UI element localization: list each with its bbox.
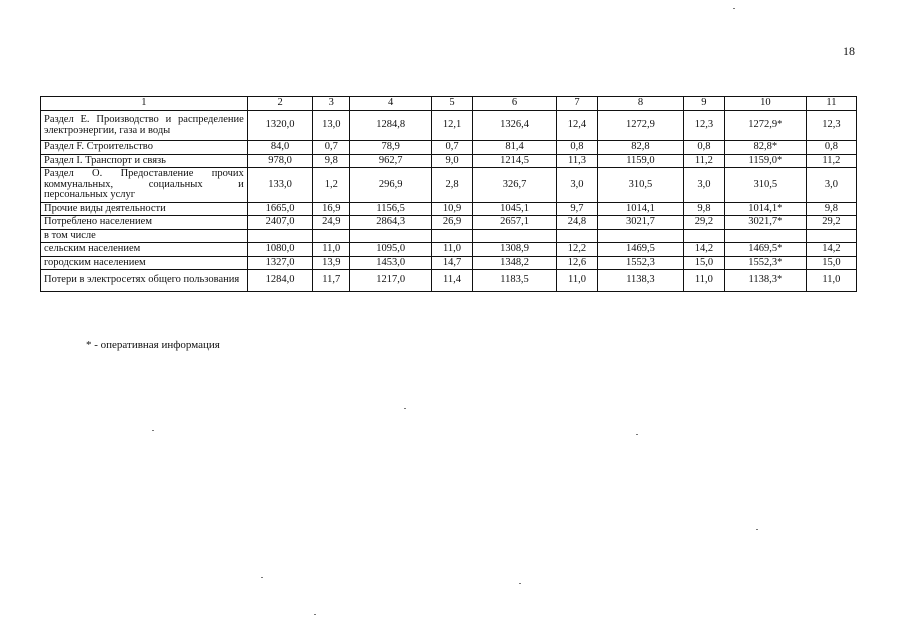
- table-cell: 1552,3*: [724, 256, 806, 270]
- table-cell: 11,0: [313, 243, 350, 257]
- table-cell: 12,3: [806, 111, 856, 141]
- table-cell: 2864,3: [350, 216, 432, 230]
- table-cell: 1320,0: [247, 111, 313, 141]
- row-label: Раздел Е. Производство и распределение электроэнергии, газа и воды: [41, 111, 248, 141]
- table-cell: 15,0: [683, 256, 724, 270]
- row-label: Потреблено населением: [41, 216, 248, 230]
- column-header: 6: [473, 97, 557, 111]
- table-cell: 310,5: [597, 168, 683, 203]
- table-cell: 978,0: [247, 154, 313, 168]
- table-cell: 12,2: [556, 243, 597, 257]
- table-cell: 3021,7: [597, 216, 683, 230]
- column-header: 11: [806, 97, 856, 111]
- table-cell: [473, 229, 557, 243]
- row-label: Потери в электросетях общего пользования: [41, 270, 248, 292]
- column-header: 7: [556, 97, 597, 111]
- scan-speck: [314, 614, 316, 615]
- table-cell: [350, 229, 432, 243]
- table-cell: 2657,1: [473, 216, 557, 230]
- column-header: 4: [350, 97, 432, 111]
- scan-speck: [636, 434, 638, 435]
- table-cell: 2407,0: [247, 216, 313, 230]
- table-row: [41, 154, 857, 168]
- table-cell: 1156,5: [350, 202, 432, 216]
- table-cell: 82,8: [597, 141, 683, 155]
- table-cell: [432, 229, 473, 243]
- table-cell: 11,7: [313, 270, 350, 292]
- table-cell: 12,6: [556, 256, 597, 270]
- table-cell: 1217,0: [350, 270, 432, 292]
- table-cell: 11,0: [432, 243, 473, 257]
- column-header: 9: [683, 97, 724, 111]
- table-cell: 1327,0: [247, 256, 313, 270]
- table-cell: 9,7: [556, 202, 597, 216]
- table-cell: 1284,0: [247, 270, 313, 292]
- table-cell: 1308,9: [473, 243, 557, 257]
- table-cell: 24,8: [556, 216, 597, 230]
- column-header: 2: [247, 97, 313, 111]
- table-row: [41, 229, 857, 243]
- table-cell: [313, 229, 350, 243]
- column-header: 1: [41, 97, 248, 111]
- table-cell: 12,1: [432, 111, 473, 141]
- table-cell: 12,4: [556, 111, 597, 141]
- table-cell: 1,2: [313, 168, 350, 203]
- scan-speck: [152, 430, 154, 431]
- table-cell: 962,7: [350, 154, 432, 168]
- table-cell: 24,9: [313, 216, 350, 230]
- table-cell: 11,4: [432, 270, 473, 292]
- row-label: городским населением: [41, 256, 248, 270]
- table-cell: [247, 229, 313, 243]
- table-row: [41, 111, 857, 141]
- table-cell: [806, 229, 856, 243]
- table-cell: 1284,8: [350, 111, 432, 141]
- table-cell: 12,3: [683, 111, 724, 141]
- table-row: [41, 216, 857, 230]
- table-cell: [556, 229, 597, 243]
- table-cell: 133,0: [247, 168, 313, 203]
- row-label: Раздел F. Строительство: [41, 141, 248, 155]
- table-row: [41, 243, 857, 257]
- table-cell: 1469,5*: [724, 243, 806, 257]
- table-cell: 3,0: [806, 168, 856, 203]
- table-cell: 1469,5: [597, 243, 683, 257]
- table-cell: 11,2: [683, 154, 724, 168]
- table-cell: 1453,0: [350, 256, 432, 270]
- row-label: Раздел О. Предоставление прочих коммунальных, социальных и персональных услуг: [41, 168, 248, 203]
- table-cell: 11,3: [556, 154, 597, 168]
- table-cell: 9,0: [432, 154, 473, 168]
- footnote: * - оперативная информация: [86, 339, 220, 351]
- scan-speck: [261, 577, 263, 578]
- table-cell: 9,8: [313, 154, 350, 168]
- table-cell: 0,8: [806, 141, 856, 155]
- energy-consumption-table: [40, 96, 857, 292]
- table-cell: 1014,1: [597, 202, 683, 216]
- table-cell: 82,8*: [724, 141, 806, 155]
- table-cell: 1045,1: [473, 202, 557, 216]
- table-cell: 14,2: [683, 243, 724, 257]
- table-cell: 14,7: [432, 256, 473, 270]
- table-cell: 296,9: [350, 168, 432, 203]
- scan-speck: [733, 8, 735, 9]
- column-header: 8: [597, 97, 683, 111]
- table-cell: 13,9: [313, 256, 350, 270]
- table-row: [41, 202, 857, 216]
- column-header: 3: [313, 97, 350, 111]
- column-header: 10: [724, 97, 806, 111]
- table-cell: 11,2: [806, 154, 856, 168]
- table-cell: 10,9: [432, 202, 473, 216]
- table-cell: 84,0: [247, 141, 313, 155]
- table-cell: 0,8: [556, 141, 597, 155]
- table-cell: 1095,0: [350, 243, 432, 257]
- table-row: [41, 141, 857, 155]
- table-cell: 3021,7*: [724, 216, 806, 230]
- table-row: [41, 270, 857, 292]
- scan-speck: [404, 408, 406, 409]
- table-cell: 1183,5: [473, 270, 557, 292]
- table-cell: 1159,0: [597, 154, 683, 168]
- table-cell: 11,0: [683, 270, 724, 292]
- table-cell: [724, 229, 806, 243]
- table-cell: 0,7: [313, 141, 350, 155]
- table-cell: 14,2: [806, 243, 856, 257]
- table-cell: 1159,0*: [724, 154, 806, 168]
- table-cell: 29,2: [806, 216, 856, 230]
- table-cell: 13,0: [313, 111, 350, 141]
- table-cell: 3,0: [556, 168, 597, 203]
- table-cell: 1552,3: [597, 256, 683, 270]
- table-cell: 9,8: [806, 202, 856, 216]
- table-cell: 11,0: [556, 270, 597, 292]
- table-cell: 1080,0: [247, 243, 313, 257]
- row-label: сельским населением: [41, 243, 248, 257]
- table-cell: 1138,3: [597, 270, 683, 292]
- table-cell: 9,8: [683, 202, 724, 216]
- table-cell: 1272,9: [597, 111, 683, 141]
- table-cell: 15,0: [806, 256, 856, 270]
- table-cell: 1214,5: [473, 154, 557, 168]
- table-cell: 0,8: [683, 141, 724, 155]
- table-cell: 2,8: [432, 168, 473, 203]
- table-cell: 1665,0: [247, 202, 313, 216]
- page-number: 18: [843, 44, 855, 58]
- table-cell: 1272,9*: [724, 111, 806, 141]
- table-cell: 1014,1*: [724, 202, 806, 216]
- table-cell: 0,7: [432, 141, 473, 155]
- table-cell: 1138,3*: [724, 270, 806, 292]
- table-cell: 29,2: [683, 216, 724, 230]
- table-cell: 1348,2: [473, 256, 557, 270]
- table-cell: [683, 229, 724, 243]
- column-header: 5: [432, 97, 473, 111]
- table-cell: 310,5: [724, 168, 806, 203]
- table-cell: 3,0: [683, 168, 724, 203]
- table-header-row: [41, 97, 857, 111]
- table-cell: 26,9: [432, 216, 473, 230]
- scan-speck: [519, 583, 521, 584]
- table-cell: 16,9: [313, 202, 350, 216]
- scan-speck: [756, 529, 758, 530]
- table-cell: 81,4: [473, 141, 557, 155]
- table-cell: [597, 229, 683, 243]
- row-label: Раздел I. Транспорт и связь: [41, 154, 248, 168]
- row-label: Прочие виды деятельности: [41, 202, 248, 216]
- table-cell: 1326,4: [473, 111, 557, 141]
- table-cell: 78,9: [350, 141, 432, 155]
- row-label: в том числе: [41, 229, 248, 243]
- table-cell: 326,7: [473, 168, 557, 203]
- table-row: [41, 168, 857, 203]
- table-row: [41, 256, 857, 270]
- table-cell: 11,0: [806, 270, 856, 292]
